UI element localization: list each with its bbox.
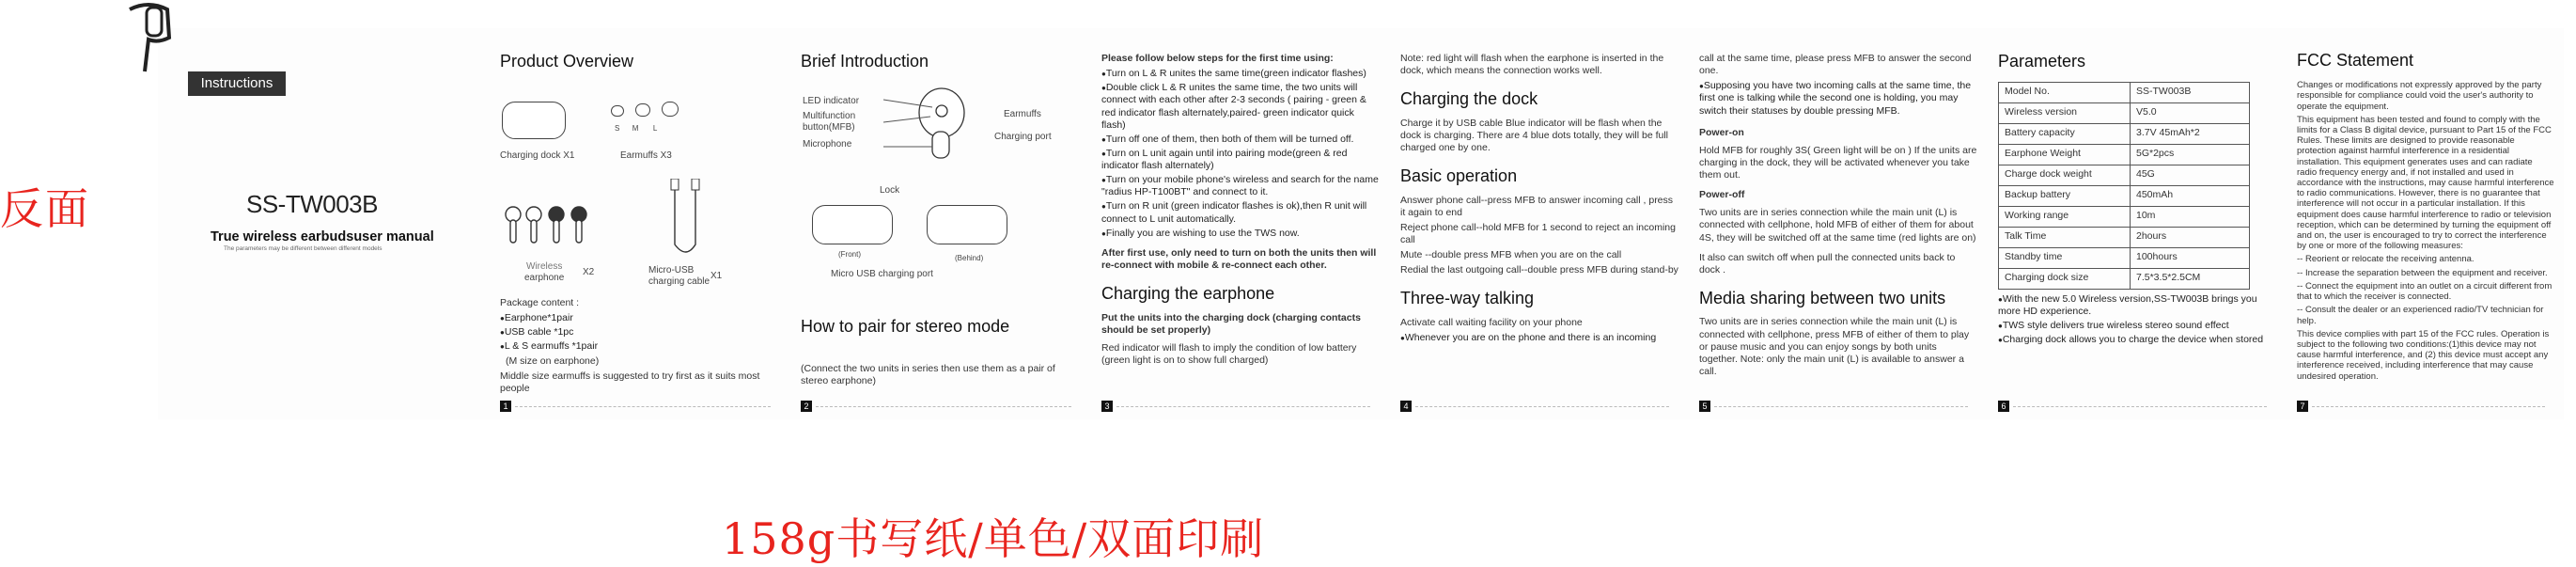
parameter-label: Talk Time [1999,227,2131,247]
charge-bold: Put the units into the charging dock (charging contacts should be set properly) [1101,311,1361,336]
dock-front-drawing [812,205,893,244]
fcc-para: -- Connect the equipment into an outlet on a circuit different from that to which the receiver is connected. [2297,280,2553,303]
charging-dock-label: Charging dock X1 [500,150,575,161]
page-number: 5 [1699,401,1710,412]
panel-title: Brief Introduction [801,52,929,71]
fcc-para: -- Increase the separation between the equipment and receiver. [2297,267,2548,278]
feature-item: ● With the new 5.0 Wireless version,SS-TW003B brings you more HD experience. [1998,293,2271,318]
step-item: ● Turn on your mobile phone's wireless and search for the name "radius HP-T100BT" and connect to it. [1101,174,1380,198]
earphone-label: earphone [524,273,565,283]
usb-cable-drawing [667,179,705,263]
page-divider [2013,406,2267,407]
step-item: ● Finally you are wishing to use the TWS now. [1101,228,1380,240]
earmuff-sizes: S M L [615,124,658,133]
call-bullet: ● Supposing you have two incoming calls at the same time, the first one is talking while the second one is holding, you may switch their statuses by double pressing MFB. [1699,80,1977,117]
fcc-para: -- Reorient or relocate the receiving antenna. [2297,254,2475,265]
cable-label: Micro-USB [648,265,695,276]
wireless-label: Wireless [526,261,563,272]
parameter-value: SS-TW003B [2131,82,2250,102]
three-way-line: ● Whenever you are on the phone and there is an incoming [1400,332,1678,344]
after-first-use: After first use, only need to turn on both the units then will re-connect with mobile & re-connect each other. [1101,246,1377,271]
page-number: 4 [1400,401,1412,412]
three-way-title: Three-way talking [1400,289,1535,308]
switch-off-text: It also can switch off when pull the connected units back to dock . [1699,251,1956,276]
parameter-row [1999,227,2250,247]
step-item: ● Turn on L & R unites the same time(green indicator flashes) [1101,68,1380,80]
parameter-value: 7.5*3.5*2.5CM [2131,268,2250,289]
call-cont: call at the same time, please press MFB to answer the second one. [1699,53,1972,77]
parameter-label: Charge dock weight [1999,165,2131,185]
manual-sheet [158,28,2564,419]
cable-qty: X1 [710,271,723,281]
page-number: 3 [1101,401,1113,412]
step-item: ● Turn off one of them, then both of them will be turned off. [1101,134,1380,146]
panel-first-use [1090,28,1389,419]
page-divider [816,406,1071,407]
parameter-label: Wireless version [1999,102,2131,123]
parameter-row [1999,268,2250,289]
parameter-row [1999,123,2250,144]
dock-behind-drawing [927,205,1007,244]
charge-text: Red indicator will flash to imply the condition of low battery (green light is on to show full charged) [1101,341,1357,366]
mic-label: Microphone [803,139,852,150]
page-divider [515,406,771,407]
page-number: 1 [500,401,511,412]
fcc-para: This device complies with part 15 of the FCC rules. Operation is subject to the following two conditions:(1)this device may not cause harmful interference, and (2) this device must accept any interference received, including interference that may cause undesired operation. [2297,328,2550,382]
mfb-label: Multifunction [803,111,856,121]
parameter-value: 10m [2131,206,2250,227]
dock-title: Charging the dock [1400,89,1538,109]
package-note: Middle size earmuffs is suggested to try first as it suits most people [500,370,760,394]
dock-text: Charge it by USB cable Blue indicator will be flash when the dock is charging. There are 4 blue dots totally, they will be full charged one by one. [1400,117,1669,153]
side-label: 反面 [0,183,90,234]
first-use-steps [1101,68,1380,240]
package-item: ● L & S earmuffs *1pair [500,340,782,353]
parameter-label: Backup battery [1999,185,2131,206]
earmuffs-label: Earmuffs X3 [620,150,672,161]
parameters-table [1998,82,2250,290]
step-item: ● Turn on L unit again until into pairing mode(green & red indicator flash alternately) [1101,148,1380,172]
feature-list [1998,293,2271,347]
page-divider [1415,406,1669,407]
page-divider [2312,406,2545,407]
parameter-row [1999,165,2250,185]
earphones-drawing [502,203,596,246]
three-way-line: Activate call waiting facility on your phone [1400,316,1583,328]
parameter-label: Battery capacity [1999,123,2131,144]
headset-logo-icon [120,2,195,75]
fcc-para: Changes or modifications not expressly approved by the party responsible for compliance could void the user's authority to operate the equipment. [2297,80,2542,112]
panel-power [1688,28,1987,419]
earphone-detail-drawing [883,85,987,160]
panel-parameters [1987,28,2286,419]
pair-text: (Connect the two units in series then use them as a pair of stereo earphone) [801,363,1055,387]
fcc-para: This equipment has been tested and found to comply with the limits for a Class B digital device, pursuant to Part 15 of the FCC Rules. These limits are designed to provide reasonable protection against harmful interference in a residential installation. This equipment generates uses and can radiate radio frequency energy and, if not installed and used in accordance with the instructions, may cause harmful interference to radio communications. However, there is no guarantee that interference will not occur in a particular installation. If this equipment does cause harmful interference to radio or television reception, which can be determined by turning the equipment off and on, the user is encouraged to try to correct the interference by one or more of the following measures: [2297,114,2554,252]
earmuff-l-drawing [662,102,679,117]
parameter-row [1999,206,2250,227]
package-note-size: (M size on earphone) [506,354,600,367]
fcc-para: -- Consult the dealer or an experienced radio/TV technician for help. [2297,305,2544,326]
panel-fcc [2286,28,2564,419]
power-on-title: Power-on [1699,126,1744,138]
media-text: Two units are in series connection while the main unit (L) is connected with cellphone, press MFB of either of them to play or pause music and you can enjoy songs by both units together. Note: only the main unit (L) is available to answer a call. [1699,316,1970,377]
panel-brief-introduction [789,28,1090,419]
dock-note: Note: red light will flash when the earphone is inserted in the dock, which means the connection works well. [1400,53,1664,77]
parameter-value: 5G*2pcs [2131,144,2250,165]
power-off-text: Two units are in series connection while the main unit (L) is connected with cellphone, hold MFB of either of them for about 4S, they will be switched off at the same time (red lights are on) [1699,207,1976,244]
package-content [500,297,782,398]
first-use-intro: Please follow below steps for the first time using: [1101,53,1334,64]
page-divider [1116,406,1370,407]
charge-title: Charging the earphone [1101,284,1275,303]
feature-item: ● Charging dock allows you to charge the device when stored [1998,334,2271,346]
mfb-label-2: button(MFB) [803,122,855,133]
parameter-row [1999,82,2250,102]
parameter-label: Working range [1999,206,2131,227]
charging-port-label: Charging port [994,132,1052,142]
cover-product-sub: The parameters may be different between different models [224,245,382,252]
parameter-value: 45G [2131,165,2250,185]
feature-item: ● TWS style delivers true wireless stereo sound effect [1998,320,2271,332]
basic-line: Reject phone call--hold MFB for 1 second to reject an incoming call [1400,221,1676,245]
earphone-qty: X2 [583,267,595,277]
earmuff-m-drawing [635,103,650,117]
panel-basic-operation [1389,28,1688,419]
parameter-label: Model No. [1999,82,2131,102]
panel-title: Product Overview [500,52,634,71]
bottom-note: 158g书写纸/单色/双面印刷 [722,513,1265,564]
step-item: ● Turn on R unit (green indicator flashes is ok),then R unit will connect to L unit automatically. [1101,200,1380,225]
page-divider [1714,406,1968,407]
power-on-text: Hold MFB for roughly 3S( Green light will be on ) If the units are charging in the dock, they will be activated whenever you take them out. [1699,144,1977,181]
parameter-label: Earphone Weight [1999,144,2131,165]
cover-panel [158,28,459,419]
power-off-title: Power-off [1699,189,1745,201]
panel-product-overview [489,28,789,419]
basic-title: Basic operation [1400,166,1518,186]
package-item: ● USB cable *1pc [500,326,782,339]
parameter-row [1999,102,2250,123]
cable-label-2: charging cable [648,276,710,287]
package-item: ● Earphone*1pair [500,312,782,324]
step-item: ● Double click L & R unites the same time, the two units will connect with each other after 2-3 seconds ( pairing - green & red indicator flash alternately,paired- green indicator quick flash) [1101,82,1380,132]
page-number: 6 [1998,401,2009,412]
parameter-label: Charging dock size [1999,268,2131,289]
cover-product-name: True wireless earbudsuser manual [211,229,434,244]
parameter-row [1999,185,2250,206]
brand-bar: Instructions [188,71,286,96]
usb-port-label: Micro USB charging port [831,269,933,279]
basic-line: Answer phone call--press MFB to answer incoming call , press it again to end [1400,194,1674,218]
parameter-value: 450mAh [2131,185,2250,206]
parameter-value: 2hours [2131,227,2250,247]
behind-label: (Behind) [955,254,984,262]
package-list [500,312,782,353]
parameter-value: 3.7V 45mAh*2 [2131,123,2250,144]
page-number: 2 [801,401,812,412]
package-title: Package content : [500,297,580,308]
parameter-row [1999,144,2250,165]
panel-title: Parameters [1998,52,2086,71]
lock-label: Lock [880,185,900,196]
basic-line: Mute --double press MFB when you are on the call [1400,249,1622,261]
basic-line: Redial the last outgoing call--double press MFB during stand-by [1400,264,1678,276]
cover-model: SS-TW003B [246,190,378,218]
parameter-label: Standby time [1999,247,2131,268]
front-label: (Front) [838,250,861,259]
panel-title: FCC Statement [2297,51,2414,70]
page-number: 7 [2297,401,2308,412]
pair-title: How to pair for stereo mode [801,317,1010,336]
led-label: LED indicator [803,96,860,106]
media-title: Media sharing between two units [1699,288,1946,307]
parameter-row [1999,247,2250,268]
charging-dock-drawing [502,102,566,139]
parameter-value: V5.0 [2131,102,2250,123]
earmuffs-label: Earmuffs [1004,109,1041,119]
parameter-value: 100hours [2131,247,2250,268]
earmuff-s-drawing [611,105,624,117]
